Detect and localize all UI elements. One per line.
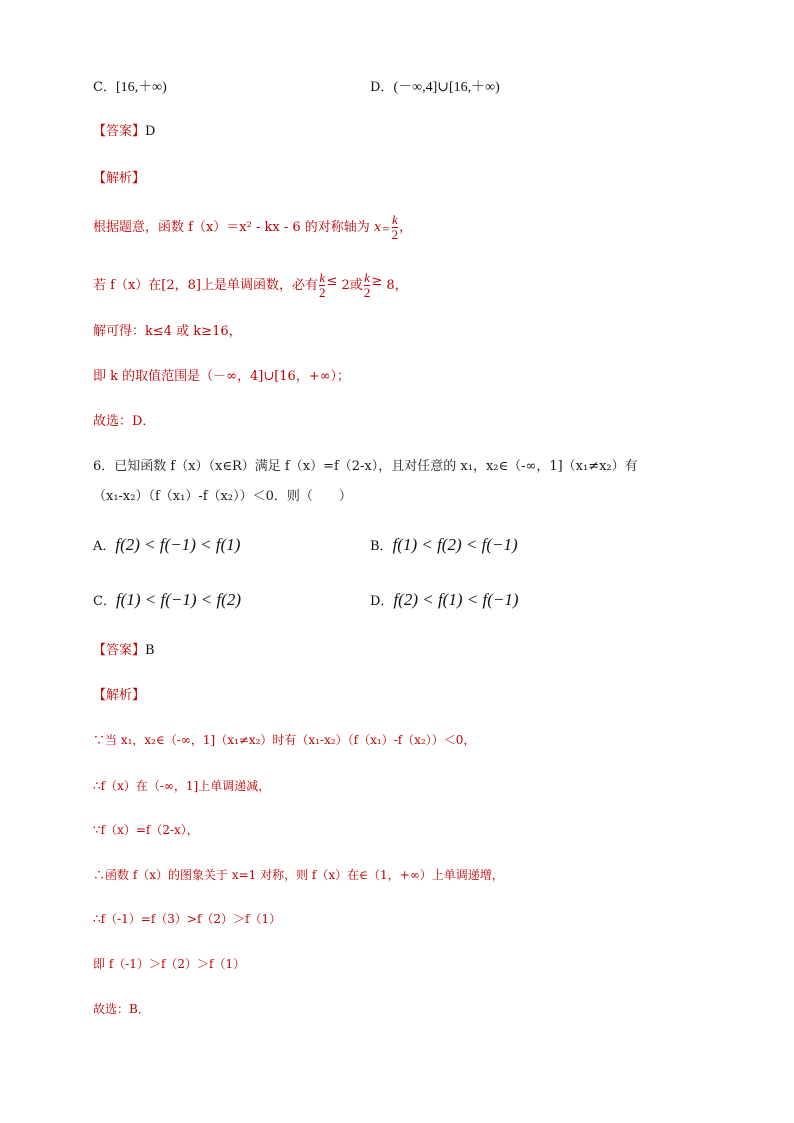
option-text: [16,＋∞) — [115, 80, 167, 95]
question-6-stem-line2: （x₁-x₂）（f（x₁）-f（x₂））＜0．则（ ） — [93, 489, 352, 504]
math-var: x — [373, 220, 382, 235]
option-label: D． — [370, 594, 394, 609]
analysis-q6-line1: ∵当 x₁，x₂∈（-∞，1]（x₁≠x₂）时有（x₁-x₂）（f（x₁）-f（x₂））＜0， — [93, 733, 476, 747]
analysis-q6-line5: ∴f（-1）=f（3）>f（2）＞f（1） — [93, 912, 282, 926]
option-label: C． — [93, 594, 116, 609]
option-d — [370, 589, 519, 613]
option-b — [370, 534, 518, 558]
analysis-q6-line6: 即 f（-1）＞f（2）＞f（1） — [93, 957, 246, 971]
fraction-k-over-2: $\frac{k}{2}$ — [363, 270, 371, 300]
analysis-q5-line4: 即 k 的取值范围是（－∞，4]∪[16，+∞）； — [93, 369, 351, 384]
analysis-q6-line2: ∴f（x）在（-∞，1]上单调递减， — [93, 779, 271, 793]
option-c-prev — [93, 77, 167, 99]
punct: ， — [394, 278, 408, 293]
answer-value: D — [145, 124, 156, 139]
option-label: A． — [93, 539, 116, 554]
question-6-stem-line1: 6．已知函数 f（x）（x∈R）满足 f（x）=f（2-x），且对任意的 x₁，x₂∈（-∞，1]（x₁≠x₂）有 — [93, 459, 638, 474]
answer-q6 — [93, 642, 155, 660]
option-label: C． — [93, 80, 116, 95]
option-label: D． — [370, 80, 394, 95]
option-text: (－∞,4]∪[16,＋∞) — [393, 80, 500, 95]
answer-label: 【答案】 — [93, 124, 146, 139]
analysis-label-q5: 【解析】 — [93, 171, 146, 186]
option-text: f(2) < f(−1) < f(1) — [115, 535, 241, 554]
analysis-q5-line5: 故选：D． — [93, 414, 156, 429]
analysis-text: 若 f（x）在[2，8]上是单调函数，必有 — [93, 278, 318, 293]
math-op: ≥ — [371, 274, 383, 289]
punct: ， — [399, 220, 413, 235]
option-text: f(1) < f(−1) < f(2) — [115, 590, 242, 609]
answer-label: 【答案】 — [93, 643, 146, 658]
analysis-q5-line3: 解可得：k≤4 或 k≥16， — [93, 324, 242, 339]
math-num: 2 — [341, 278, 350, 293]
option-text: f(2) < f(1) < f(−1) — [393, 590, 519, 609]
answer-q5 — [93, 123, 155, 141]
analysis-text: 根据题意，函数 f（x）＝x² - kx - 6 的对称轴为 — [93, 220, 374, 235]
math-num: 8 — [386, 278, 395, 293]
analysis-q6-line3: ∵f（x）=f（2-x）， — [93, 823, 199, 837]
analysis-q5-line1 — [93, 208, 412, 248]
analysis-text: 或 — [349, 278, 363, 293]
analysis-q6-line7: 故选：B． — [93, 1002, 150, 1016]
option-text: f(1) < f(2) < f(−1) — [392, 535, 518, 554]
math-op: ≤ — [326, 274, 338, 289]
option-d-prev — [370, 77, 500, 99]
fraction-k-over-2: $\frac{k}{2}$ — [318, 270, 326, 300]
option-c — [93, 589, 241, 613]
option-label: B． — [370, 539, 393, 554]
analysis-label-q6: 【解析】 — [93, 688, 146, 703]
fraction: = — [382, 221, 390, 236]
analysis-q6-line4: ∴函数 f（x）的图象关于 x=1 对称，则 f（x）在∈（1，+∞）上单调递增， — [93, 868, 504, 882]
option-a — [93, 534, 240, 558]
analysis-q5-line2 — [93, 262, 408, 302]
fraction-k-over-2: $\frac{k}{2}$ — [391, 212, 399, 242]
answer-value: B — [145, 643, 155, 658]
